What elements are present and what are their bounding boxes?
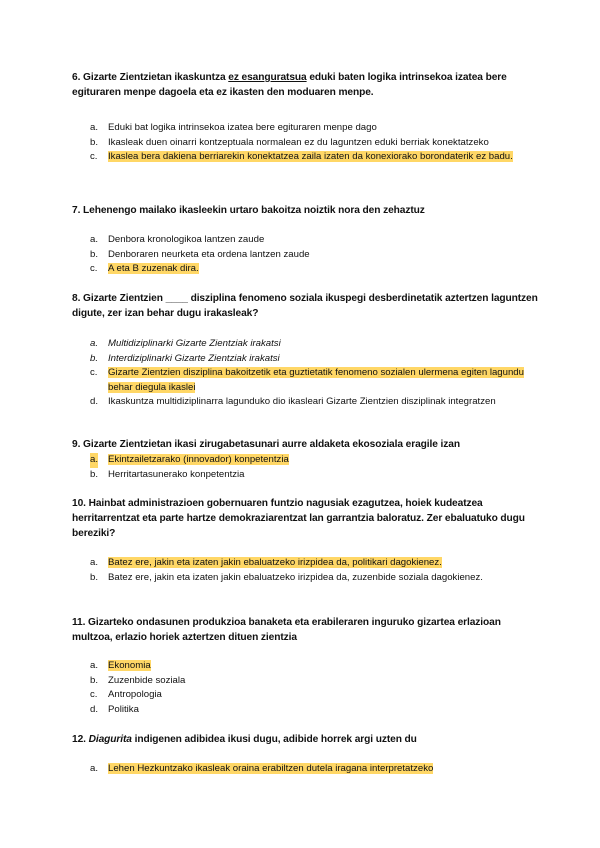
option[interactable]: d. Ikaskuntza multidiziplinarra lagunduko dio ikasleari Gizarte Zientzien disziplinak integratzen	[90, 396, 496, 408]
question-6	[72, 70, 542, 165]
option-highlighted[interactable]: a. Lehen Hezkuntzako ikasleak oraina erabiltzen dutela iragana interpretatzeko	[90, 763, 434, 774]
question-8	[72, 291, 542, 410]
question-10	[72, 496, 542, 585]
question-7-title: 7. Lehenengo mailako ikasleekin urtaro bakoitza noiztik nora den zehaztuz	[72, 205, 425, 216]
question-11-title: 11. Gizarteko ondasunen produkzioa banaketa eta erabileraren inguruko gizartea erlazioan multzoa, erlazio horiek aztertzen dituen zientzia	[72, 617, 501, 643]
option-highlighted[interactable]: c. Ikaslea bera dakiena berriarekin konektatzea zaila izaten da konexiorako borondaterik ez badu.	[90, 151, 513, 163]
question-10-title: 10. Hainbat administrazioen gobernuaren funtzio nagusiak ezagutzea, hoiek kudeatzea herritarrentzat eta parte hartze demokraziarentzat lan garrantzia baloratuz. Zer ebaluatuko dugu bereziki?	[72, 498, 525, 539]
question-11	[72, 615, 542, 717]
question-6-options	[72, 121, 542, 165]
option[interactable]: b. Ikasleak duen oinarri kontzeptuala normalean ez du laguntzen eduki berriak konektatzeko	[90, 136, 489, 148]
question-12	[72, 732, 542, 777]
question-9	[72, 437, 542, 482]
option[interactable]: a. Eduki bat logika intrinsekoa izatea bere egituraren menpe dago	[90, 122, 377, 133]
question-11-options	[72, 659, 542, 717]
question-7-options	[72, 233, 542, 277]
option[interactable]: d. Politika	[90, 703, 139, 715]
option-highlighted[interactable]: a. Ekintzailetzarako (innovador) konpetentzia	[72, 453, 542, 468]
question-10-options	[72, 556, 542, 585]
question-8-title: 8. Gizarte Zientzien ____ disziplina fenomeno soziala ikuspegi desberdinetatik aztertzen laguntzen digute, zer izan behar dugu irakasleak?	[72, 293, 538, 319]
option[interactable]: b. Denboraren neurketa eta ordena lantzen zaude	[90, 248, 310, 260]
question-8-options	[72, 337, 542, 410]
option[interactable]: c. Antropologia	[90, 689, 162, 701]
question-12-options	[72, 762, 542, 777]
option[interactable]: b. Interdiziplinarki Gizarte Zientziak irakatsi	[90, 352, 280, 364]
option-highlighted[interactable]: c. A eta B zuzenak dira.	[90, 263, 199, 275]
option[interactable]: b. Zuzenbide soziala	[90, 674, 186, 686]
question-7	[72, 203, 542, 277]
question-6-title: 6. Gizarte Zientzietan ikaskuntza ez esanguratsua eduki baten logika intrinsekoa izatea bere egituraren menpe dagoela eta ez ikasten den moduaren menpe.	[72, 72, 507, 98]
option-highlighted[interactable]: c. Gizarte Zientzien disziplina bakoitzetik eta guztietatik fenomeno sozialen ulermena egiten lagundu behar diegula ikaslei	[90, 367, 524, 393]
option-highlighted[interactable]: a. Batez ere, jakin eta izaten jakin ebaluatzeko irizpidea da, politikari dagokienez.	[90, 557, 442, 568]
option[interactable]: a. Denbora kronologikoa lantzen zaude	[90, 234, 265, 245]
question-9-options	[72, 453, 542, 482]
question-9-title: 9. Gizarte Zientzietan ikasi zirugabetasunari aurre aldaketa ekosoziala eragile izan	[72, 439, 460, 450]
question-12-title: 12. Diagurita indigenen adibidea ikusi dugu, adibide horrek argi uzten du	[72, 734, 417, 745]
option-highlighted[interactable]: a. Ekonomia	[90, 660, 151, 671]
option[interactable]: a. Multidiziplinarki Gizarte Zientziak irakatsi	[90, 338, 281, 349]
option[interactable]: b. Herritartasunerako konpetentzia	[90, 468, 245, 480]
option[interactable]: b. Batez ere, jakin eta izaten jakin ebaluatzeko irizpidea da, zuzenbide soziala dagokienez.	[90, 571, 483, 583]
